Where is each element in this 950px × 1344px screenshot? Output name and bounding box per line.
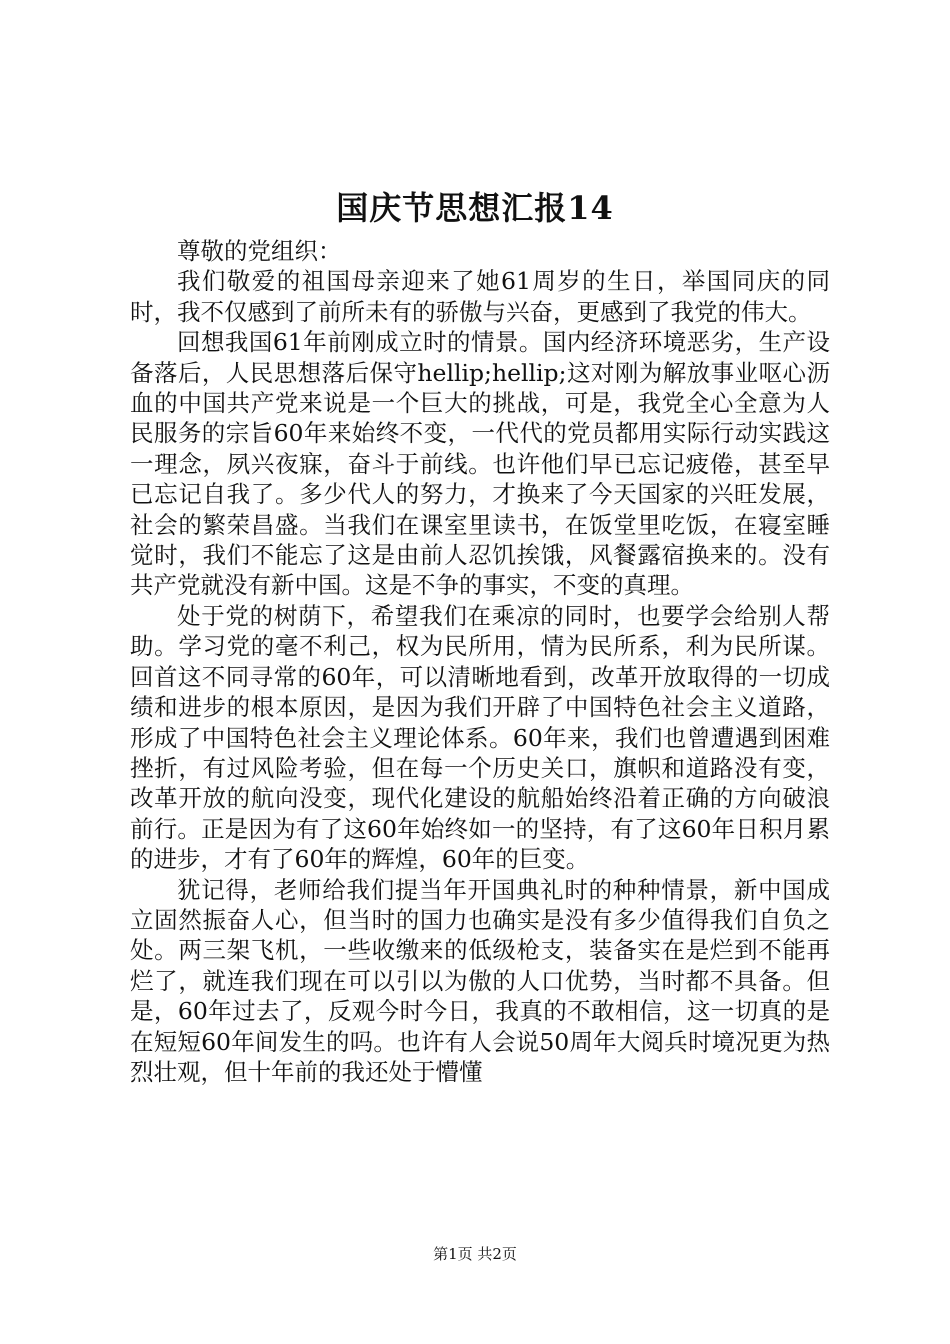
paragraph: 处于党的树荫下，希望我们在乘凉的同时，也要学会给别人帮助。学习党的毫不利己，权为民所用，情为民所系，利为民所谋。回首这不同寻常的60年，可以清晰地看到，改革开放取得的一切成绩和进步的根本原因，是因为我们开辟了中国特色社会主义道路，形成了中国特色社会主义理论体系。60年来，我们也曾遭遇到困难挫折，有过风险考验，但在每一个历史关口，旗帜和道路没有变，改革开放的航向没变，现代化建设的航船始终沿着正确的方向破浪前行。正是因为有了这60年始终如一的坚持，有了这60年日积月累的进步，才有了60年的辉煌，60年的巨变。 [130,601,830,874]
document-title: 国庆节思想汇报14 [336,189,614,227]
paragraph: 回想我国61年前刚成立时的情景。国内经济环境恶劣，生产设备落后，人民思想落后保守hellip;hellip;这对刚为解放事业呕心沥血的中国共产党来说是一个巨大的挑战，可是，我党全心全意为人民服务的宗旨60年来始终不变，一代代的党员都用实际行动实践这一理念，夙兴夜寐，奋斗于前线。也许他们早已忘记疲倦，甚至早已忘记自我了。多少代人的努力，才换来了今天国家的兴旺发展，社会的繁荣昌盛。当我们在课室里读书，在饭堂里吃饭，在寝室睡觉时，我们不能忘了这是由前人忍饥挨饿，风餐露宿换来的。没有共产党就没有新中国。这是不争的事实，不变的真理。 [130,328,830,600]
paragraph: 犹记得，老师给我们提当年开国典礼时的种种情景，新中国成立固然振奋人心，但当时的国力也确实是没有多少值得我们自负之处。两三架飞机，一些收缴来的低级枪支，装备实在是烂到不能再烂了，就连我们现在可以引以为傲的人口优势，当时都不具备。但是，60年过去了，反观今时今日，我真的不敢相信，这一切真的是在短短60年间发生的吗。也许有人会说50周年大阅兵时境况更为热烈壮观，但十年前的我还处于懵懂 [130,875,830,1086]
document-body [130,236,830,1087]
salutation: 尊敬的党组织： [177,237,342,265]
paragraph: 我们敬爱的祖国母亲迎来了她61周岁的生日，举国同庆的同时，我不仅感到了前所未有的骄傲与兴奋，更感到了我党的伟大。 [130,267,830,326]
page-number-footer: 第1页 共2页 [433,1245,517,1263]
